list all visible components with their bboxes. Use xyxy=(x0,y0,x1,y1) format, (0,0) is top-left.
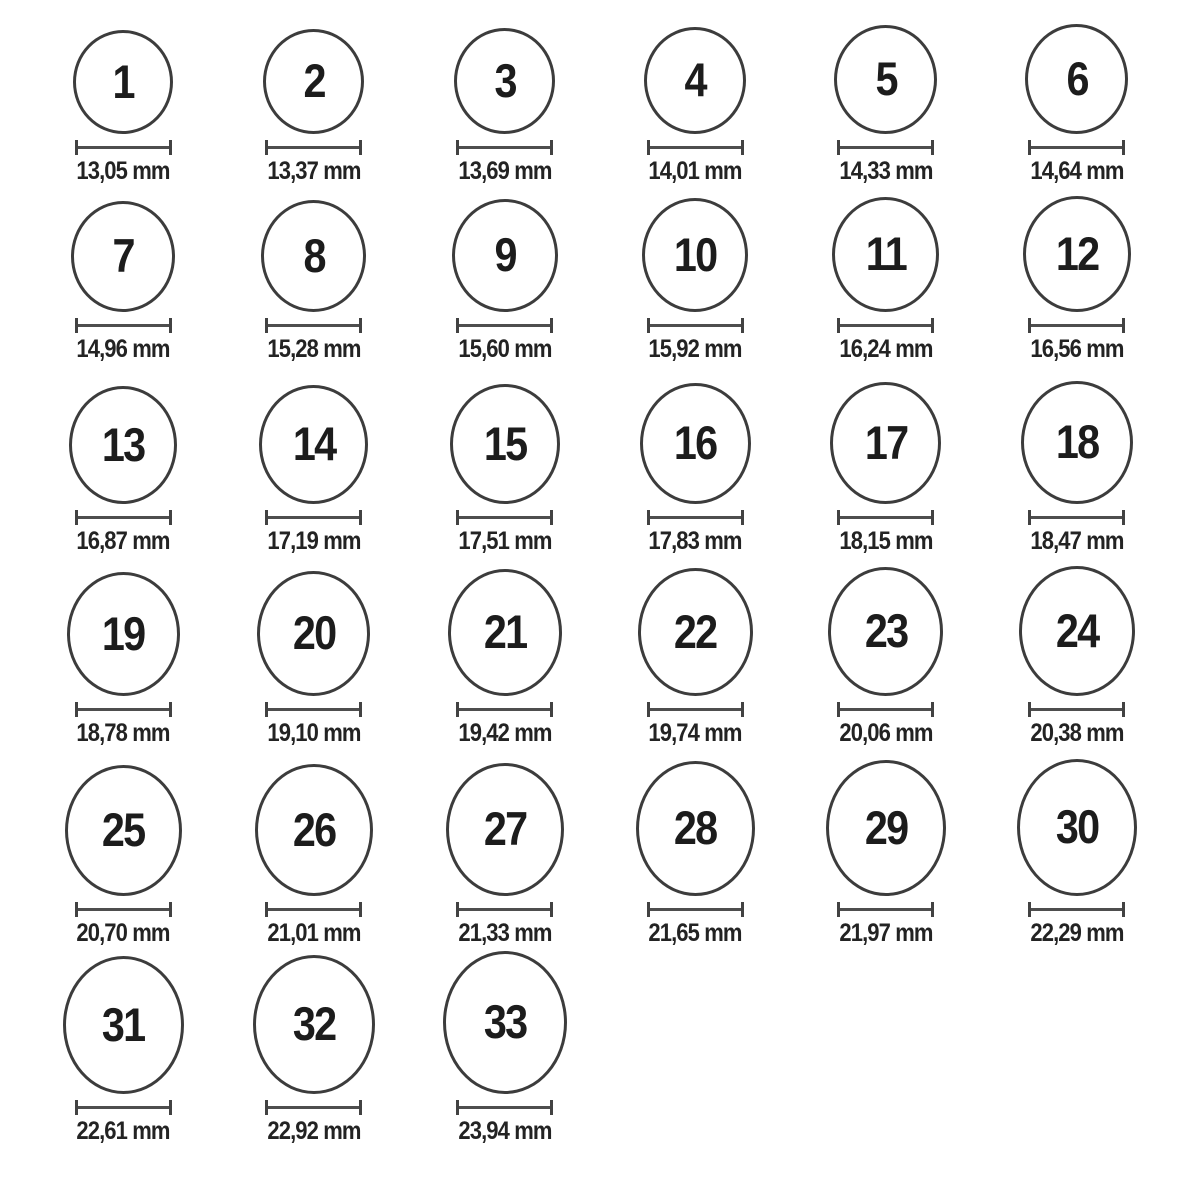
ring-circle xyxy=(1019,566,1135,696)
ring-size-cell xyxy=(600,188,791,366)
diameter-dimension-line xyxy=(1028,902,1125,917)
ring-size-cell xyxy=(600,750,791,950)
diameter-dimension-line xyxy=(837,318,934,333)
diameter-dimension-line xyxy=(265,702,362,717)
diameter-label: 20,70 mm xyxy=(76,919,170,948)
diameter-dimension-line xyxy=(265,902,362,917)
ring-size-number: 23 xyxy=(864,604,908,658)
diameter-label: 19,42 mm xyxy=(458,719,552,748)
diameter-label: 15,92 mm xyxy=(648,335,742,364)
ring-size-number: 24 xyxy=(1055,603,1098,657)
ring-size-number: 26 xyxy=(292,802,336,856)
ring-circle xyxy=(65,765,182,896)
ring-circle xyxy=(73,30,173,134)
ring-size-cell xyxy=(600,558,791,750)
ring-size-cell xyxy=(791,750,982,950)
diameter-label: 21,01 mm xyxy=(267,919,361,948)
ring-size-number: 4 xyxy=(684,53,706,107)
ring-size-cell xyxy=(219,366,410,558)
ring-size-number: 29 xyxy=(864,800,908,854)
ring-size-number: 21 xyxy=(483,605,526,659)
ring-size-cell xyxy=(219,750,410,950)
ring-size-cell xyxy=(981,750,1172,950)
diameter-dimension-line xyxy=(75,140,172,155)
diameter-dimension-line xyxy=(456,902,553,917)
diameter-dimension-line xyxy=(265,510,362,525)
diameter-label: 14,96 mm xyxy=(76,335,170,364)
diameter-dimension-line xyxy=(647,318,744,333)
ring-size-cell xyxy=(409,188,600,366)
ring-size-cell xyxy=(409,750,600,950)
diameter-dimension-line xyxy=(456,140,553,155)
ring-size-number: 19 xyxy=(102,606,145,660)
ring-size-cell xyxy=(28,188,219,366)
diameter-label: 22,29 mm xyxy=(1030,919,1124,948)
ring-circle xyxy=(828,567,943,696)
diameter-dimension-line xyxy=(265,1100,362,1115)
ring-circle xyxy=(636,761,755,896)
ring-size-cell xyxy=(28,366,219,558)
diameter-dimension-line xyxy=(75,510,172,525)
ring-circle xyxy=(826,760,946,896)
ring-size-number: 14 xyxy=(292,417,336,471)
diameter-label: 17,83 mm xyxy=(648,527,742,556)
diameter-label: 15,28 mm xyxy=(267,335,361,364)
diameter-label: 17,19 mm xyxy=(267,527,361,556)
ring-size-cell xyxy=(409,558,600,750)
ring-size-number: 8 xyxy=(303,228,325,282)
diameter-dimension-line xyxy=(647,902,744,917)
ring-size-cell xyxy=(219,950,410,1148)
ring-circle xyxy=(448,569,562,696)
ring-circle xyxy=(1017,759,1137,896)
ring-size-number: 18 xyxy=(1055,415,1098,469)
ring-size-cell xyxy=(28,750,219,950)
ring-size-number: 9 xyxy=(494,228,516,282)
ring-size-cell xyxy=(600,0,791,188)
ring-circle xyxy=(1021,381,1133,504)
diameter-label: 16,24 mm xyxy=(839,335,933,364)
ring-circle xyxy=(832,197,939,312)
diameter-dimension-line xyxy=(647,702,744,717)
diameter-label: 16,87 mm xyxy=(76,527,170,556)
ring-size-cell xyxy=(791,558,982,750)
diameter-dimension-line xyxy=(456,1100,553,1115)
diameter-label: 18,47 mm xyxy=(1030,527,1124,556)
diameter-dimension-line xyxy=(456,510,553,525)
ring-circle xyxy=(640,383,751,504)
ring-size-number: 33 xyxy=(483,995,526,1049)
diameter-dimension-line xyxy=(456,318,553,333)
diameter-label: 14,01 mm xyxy=(648,157,742,186)
diameter-label: 13,37 mm xyxy=(267,157,361,186)
ring-size-cell xyxy=(981,366,1172,558)
diameter-label: 19,74 mm xyxy=(648,719,742,748)
ring-size-cell xyxy=(28,558,219,750)
ring-circle xyxy=(253,955,375,1094)
ring-size-cell xyxy=(409,950,600,1148)
ring-circle xyxy=(69,386,177,504)
diameter-label: 17,51 mm xyxy=(458,527,552,556)
ring-circle xyxy=(63,956,184,1094)
ring-size-number: 32 xyxy=(292,997,336,1051)
diameter-label: 21,65 mm xyxy=(648,919,742,948)
diameter-dimension-line xyxy=(1028,702,1125,717)
diameter-dimension-line xyxy=(265,140,362,155)
ring-size-cell xyxy=(981,0,1172,188)
ring-circle xyxy=(642,198,748,312)
diameter-dimension-line xyxy=(647,140,744,155)
diameter-label: 22,61 mm xyxy=(76,1117,170,1146)
diameter-dimension-line xyxy=(837,510,934,525)
diameter-label: 18,78 mm xyxy=(76,719,170,748)
diameter-dimension-line xyxy=(1028,140,1125,155)
diameter-dimension-line xyxy=(837,140,934,155)
ring-size-cell xyxy=(219,0,410,188)
ring-size-number: 2 xyxy=(303,54,325,108)
ring-size-cell xyxy=(791,0,982,188)
ring-size-number: 5 xyxy=(875,52,897,106)
ring-circle xyxy=(834,25,937,134)
diameter-label: 21,33 mm xyxy=(458,919,552,948)
ring-circle xyxy=(67,572,180,696)
ring-size-number: 6 xyxy=(1066,51,1088,105)
ring-circle xyxy=(644,27,746,134)
ring-size-number: 11 xyxy=(865,227,907,281)
ring-circle xyxy=(454,28,555,134)
diameter-dimension-line xyxy=(837,702,934,717)
diameter-label: 20,38 mm xyxy=(1030,719,1124,748)
ring-size-cell xyxy=(28,950,219,1148)
diameter-dimension-line xyxy=(1028,510,1125,525)
ring-size-number: 7 xyxy=(112,229,134,283)
diameter-label: 16,56 mm xyxy=(1030,335,1124,364)
ring-size-number: 12 xyxy=(1055,226,1098,280)
ring-size-number: 10 xyxy=(674,227,717,281)
diameter-dimension-line xyxy=(456,702,553,717)
ring-circle xyxy=(71,201,175,312)
diameter-dimension-line xyxy=(837,902,934,917)
ring-circle xyxy=(255,764,373,896)
diameter-label: 19,10 mm xyxy=(267,719,361,748)
diameter-dimension-line xyxy=(75,902,172,917)
ring-size-number: 3 xyxy=(494,53,516,107)
ring-circle xyxy=(259,385,368,504)
ring-size-cell xyxy=(600,366,791,558)
diameter-label: 22,92 mm xyxy=(267,1117,361,1146)
ring-size-number: 16 xyxy=(674,416,717,470)
ring-size-cell xyxy=(981,558,1172,750)
diameter-dimension-line xyxy=(75,702,172,717)
diameter-label: 13,05 mm xyxy=(76,157,170,186)
ring-size-number: 22 xyxy=(674,604,717,658)
ring-size-cell xyxy=(219,558,410,750)
ring-size-cell xyxy=(28,0,219,188)
ring-size-cell xyxy=(791,188,982,366)
ring-size-number: 27 xyxy=(483,802,526,856)
ring-circle xyxy=(638,568,753,696)
ring-circle xyxy=(446,763,564,896)
ring-size-cell xyxy=(409,366,600,558)
ring-size-cell xyxy=(219,188,410,366)
ring-circle xyxy=(452,199,558,312)
diameter-dimension-line xyxy=(265,318,362,333)
diameter-dimension-line xyxy=(647,510,744,525)
ring-circle xyxy=(443,951,567,1094)
diameter-dimension-line xyxy=(1028,318,1125,333)
diameter-label: 14,64 mm xyxy=(1030,157,1124,186)
ring-circle xyxy=(261,200,366,312)
ring-size-number: 20 xyxy=(292,606,336,660)
ring-circle xyxy=(263,29,364,134)
ring-size-cell xyxy=(409,0,600,188)
ring-size-number: 1 xyxy=(112,54,134,108)
ring-size-number: 28 xyxy=(674,801,717,855)
ring-size-number: 31 xyxy=(102,997,145,1051)
ring-circle xyxy=(1023,196,1131,312)
ring-size-cell xyxy=(791,366,982,558)
ring-size-number: 17 xyxy=(864,415,908,469)
ring-size-number: 25 xyxy=(102,803,145,857)
diameter-label: 13,69 mm xyxy=(458,157,552,186)
diameter-label: 14,33 mm xyxy=(839,157,933,186)
ring-circle xyxy=(257,571,370,696)
ring-circle xyxy=(1025,24,1128,134)
ring-size-cell xyxy=(981,188,1172,366)
diameter-label: 23,94 mm xyxy=(458,1117,552,1146)
diameter-label: 15,60 mm xyxy=(458,335,552,364)
ring-size-number: 13 xyxy=(102,417,145,471)
ring-circle xyxy=(830,382,941,504)
diameter-label: 20,06 mm xyxy=(839,719,933,748)
ring-size-number: 30 xyxy=(1055,800,1098,854)
ring-circle xyxy=(450,384,560,504)
ring-size-number: 15 xyxy=(483,416,526,470)
diameter-label: 18,15 mm xyxy=(839,527,933,556)
diameter-dimension-line xyxy=(75,1100,172,1115)
diameter-dimension-line xyxy=(75,318,172,333)
diameter-label: 21,97 mm xyxy=(839,919,933,948)
